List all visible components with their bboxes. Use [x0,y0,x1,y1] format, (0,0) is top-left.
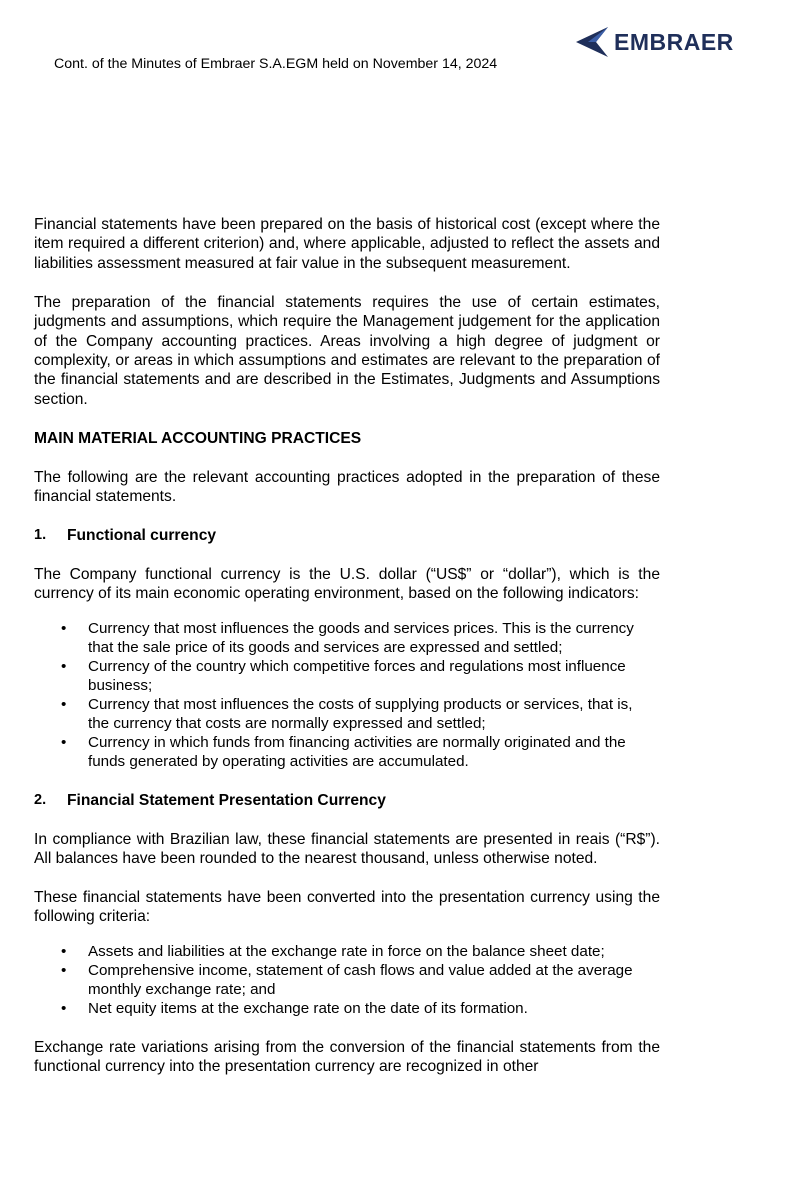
indicators-list [34,619,660,771]
bullet-icon: • [61,658,67,676]
paragraph-brazilian-law: In compliance with Brazilian law, these financial statements are presented in reais (“R$”). All balances have been rounded to the nearest thousand, unless otherwise noted. [34,830,660,867]
bullet-icon: • [61,620,67,638]
subsection-presentation-currency [34,791,660,810]
subsection-title: Financial Statement Presentation Currency [67,791,386,809]
paragraph-practices-intro: The following are the relevant accounting practices adopted in the preparation of these financial statements. [34,468,660,505]
criteria-list [34,942,660,1018]
paragraph-exchange-variations: Exchange rate variations arising from the conversion of the financial statements from the functional currency into the presentation currency are recognized in other [34,1038,660,1076]
subsection-number: 1. [34,526,47,543]
bullet-icon: • [61,696,67,714]
bullet-icon: • [61,962,67,980]
subsection-number: 2. [34,791,47,808]
bullet-icon: • [61,943,67,961]
list-item: • Comprehensive income, statement of cash flows and value added at the average monthly exchange rate; and [61,962,633,999]
logo-wordmark: EMBRAER [614,28,734,55]
section-heading: MAIN MATERIAL ACCOUNTING PRACTICES [34,429,362,447]
list-item: • Assets and liabilities at the exchange rate in force on the balance sheet date; [61,943,605,961]
list-item: • Currency in which funds from financing activities are normally originated and the funds generated by operating activities are accumulated. [61,734,626,771]
embraer-logo [574,22,770,62]
paragraph-functional-currency: The Company functional currency is the U.S. dollar (“US$” or “dollar”), which is the currency of its main economic operating environment, based on the following indicators: [34,565,660,603]
subsection-title: Functional currency [67,526,217,544]
list-item: • Currency of the country which competitive forces and regulations most influence business; [61,658,626,695]
header-title: Cont. of the Minutes of Embraer S.A.EGM held on November 14, 2024 [54,56,498,72]
subsection-functional-currency [34,526,660,545]
embraer-arrow-icon [574,25,610,59]
document-body [34,215,660,1096]
bullet-icon: • [61,1000,67,1018]
paragraph-estimates: The preparation of the financial statements requires the use of certain estimates, judgments and assumptions, which require the Management judgement for the application of the Company accounting practices. Areas involving a high degree of judgment or complexity, or areas in which assumptions and estimates are relevant to the preparation of the financial statements and are described in the Estimates, Judgments and Assumptions section. [34,293,660,408]
paragraph-historical-cost: Financial statements have been prepared on the basis of historical cost (except where the item required a different criterion) and, where applicable, adjusted to reflect the assets and liabilities assessment measured at fair value in the subsequent measurement. [34,216,660,272]
bullet-icon: • [61,734,67,752]
paragraph-conversion-criteria: These financial statements have been converted into the presentation currency using the following criteria: [34,888,660,926]
list-item: • Currency that most influences the goods and services prices. This is the currency that the sale price of its goods and services are expressed and settled; [61,620,634,657]
list-item: • Currency that most influences the costs of supplying products or services, that is, the currency that costs are normally expressed and settled; [61,696,633,733]
list-item: • Net equity items at the exchange rate on the date of its formation. [61,1000,528,1018]
